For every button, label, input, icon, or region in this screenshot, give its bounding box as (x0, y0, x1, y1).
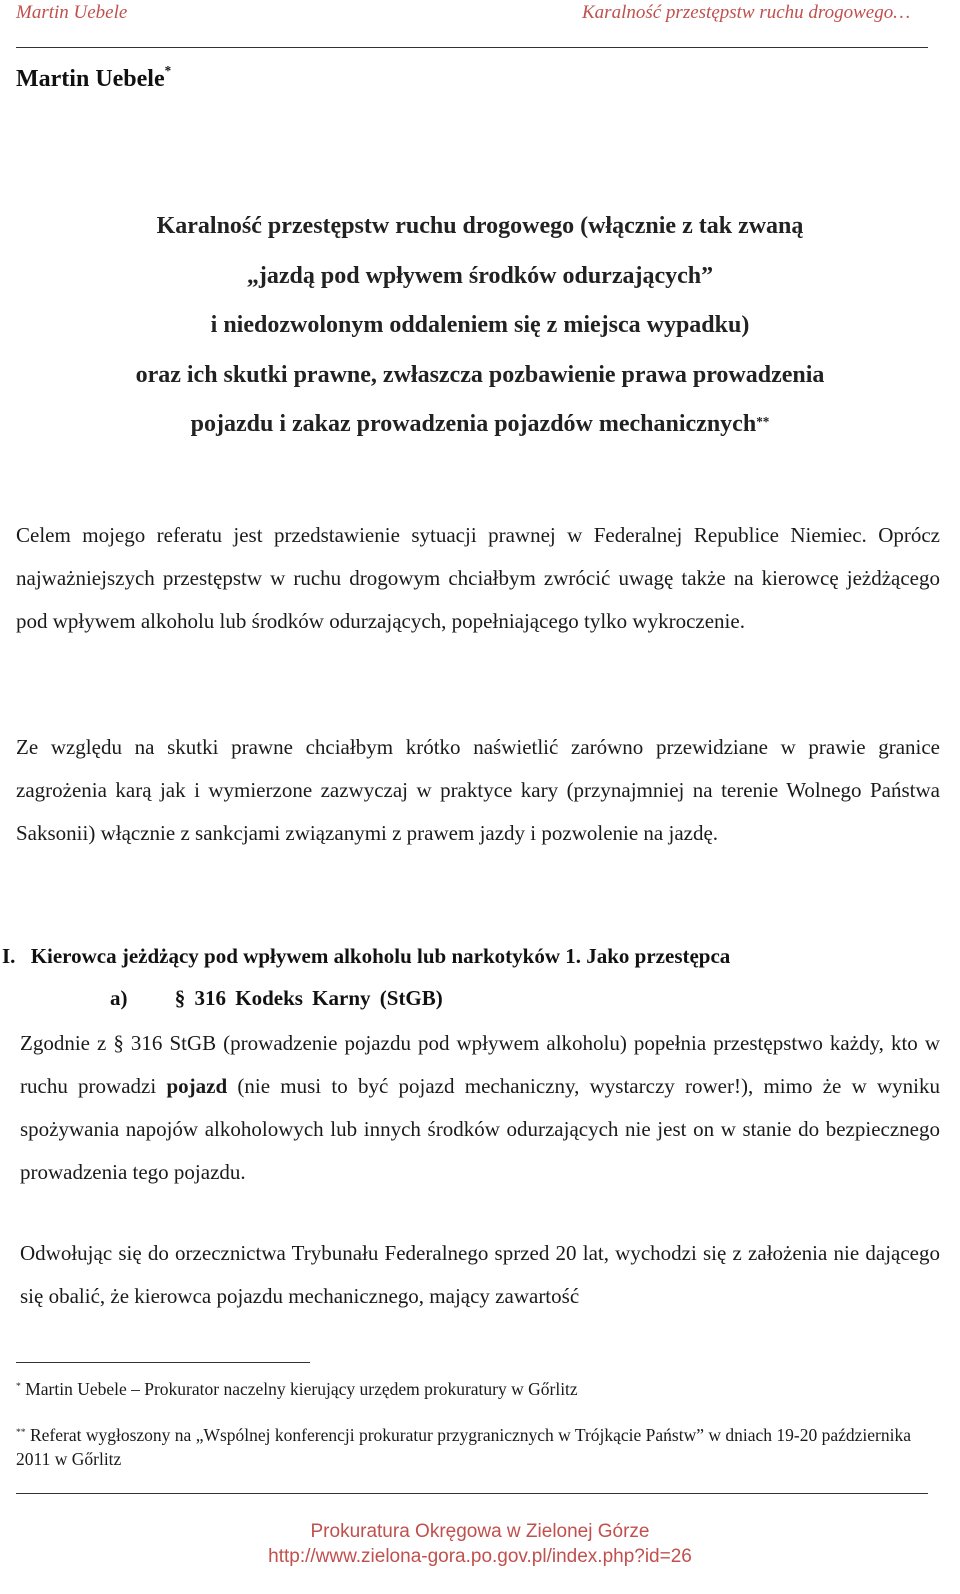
footnote-2-mark: ** (16, 1427, 26, 1439)
footnote-separator (16, 1362, 310, 1363)
document-title (40, 202, 920, 450)
footnote-1: * Martin Uebele – Prokurator naczelny kierujący urzędem prokuratury w Gőrlitz (16, 1379, 578, 1399)
paragraph-intro: Celem mojego referatu jest przedstawienie sytuacji prawnej w Federalnej Republice Niemiec. Oprócz najważniejszych przestępstw w ruchu drogowym chciałbym zwrócić uwagę także na kierowcę jeżdżącego pod wpływem alkoholu lub środków odurzających, popełniającego tylko wykroczenie. (16, 523, 940, 633)
running-header-author: Martin Uebele (16, 2, 128, 23)
header-rule (16, 47, 928, 48)
footer-rule (16, 1493, 928, 1494)
author-footnote-mark: * (164, 63, 172, 79)
paragraph-legal-consequences: Ze względu na skutki prawne chciałbym krótko naświetlić zarówno przewidziane w prawie granice zagrożenia karą jak i wymierzone zazwyczaj w praktyce kary (przynajmniej na terenie Wolnego Państwa Saksonii) włącznie z sankcjami związanymi z prawem jazdy i pozwolenie na jazdę. (16, 735, 940, 845)
footnote-1-mark: * (16, 1381, 21, 1393)
footnote-2: ** Referat wygłoszony na „Wspólnej konferencji prokuratur przygranicznych w Trójkącie Państw” w dniach 19-20 października 2011 w Gőrlitz (16, 1425, 912, 1469)
subsection-label: a) (110, 986, 128, 1010)
title-line-3: i niedozwolonym oddaleniem się z miejsca wypadku) (210, 312, 750, 338)
title-line-2: „jazdą pod wpływem środków odurzających” (246, 262, 714, 289)
paragraph-federal-court: Odwołując się do orzecznictwa Trybunału Federalnego sprzed 20 lat, wychodzi się z założenia nie dającego się obalić, że kierowca pojazdu mechanicznego, mający zawartość (20, 1241, 940, 1308)
paragraph-316-stgb: Zgodnie z § 316 StGB (prowadzenie pojazdu pod wpływem alkoholu) popełnia przestępstwo każdy, kto w ruchu prowadzi pojazd (nie musi to być pojazd mechaniczny, wystarczy rower!), mimo że w wyniku spożywania napojów alkoholowych lub innych środków odurzających nie jest on w stanie do bezpiecznego prowadzenia tego pojazdu. (20, 1031, 941, 1184)
section-heading (2, 944, 730, 969)
title-line-5: pojazdu i zakaz prowadzenia pojazdów mechanicznych** (190, 411, 770, 437)
subsection-heading (110, 986, 443, 1011)
title-footnote-mark: ** (756, 414, 770, 430)
title-line-4: oraz ich skutki prawne, zwłaszcza pozbawienie prawa prowadzenia (135, 361, 825, 388)
footer-organization: Prokuratura Okręgowa w Zielonej Górze (310, 1521, 650, 1542)
author-name: Martin Uebele* (16, 63, 172, 92)
subsection-title: § 316 Kodeks Karny (StGB) (174, 986, 443, 1010)
running-header-title: Karalność przestępstw ruchu drogowego… (582, 2, 911, 23)
section-title: Kierowca jeżdżący pod wpływem alkoholu lub narkotyków 1. Jako przestępca (30, 944, 731, 968)
footer-url: http://www.zielona-gora.po.gov.pl/index.php?id=26 (268, 1546, 692, 1567)
title-line-1: Karalność przestępstw ruchu drogowego (włącznie z tak zwaną (156, 213, 804, 239)
emphasis-pojazd: pojazd (166, 1074, 228, 1098)
section-number: I. (2, 944, 16, 968)
